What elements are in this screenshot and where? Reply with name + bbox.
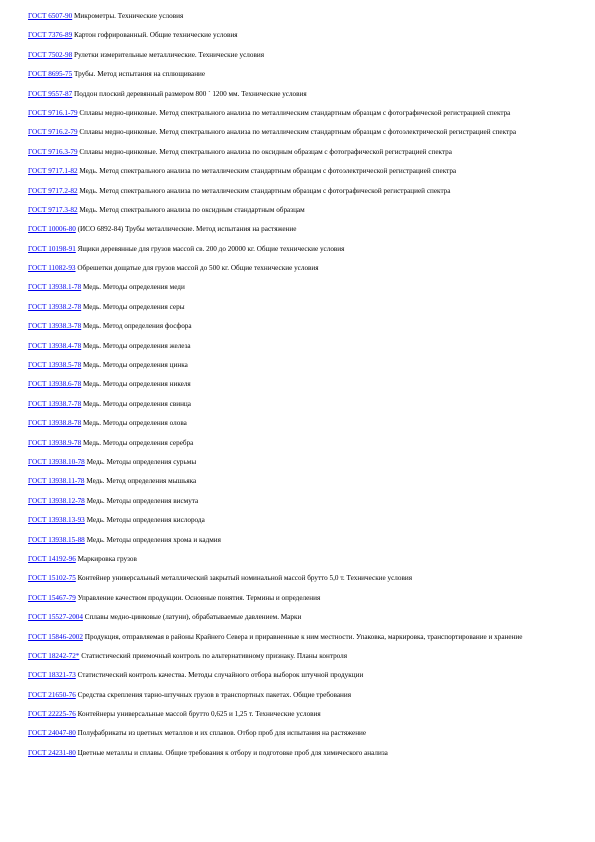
standard-entry — [28, 400, 563, 409]
standard-entry — [28, 574, 563, 583]
standard-code-link[interactable]: ГОСТ 8695-75 — [28, 70, 73, 79]
standard-code-link[interactable]: ГОСТ 14192-96 — [28, 554, 76, 563]
standard-code-link[interactable]: ГОСТ 13938.11-78 — [28, 477, 85, 486]
standard-code-link[interactable]: ГОСТ 9717.1-82 — [28, 167, 78, 176]
standard-entry — [28, 148, 563, 157]
standard-code-link[interactable]: ГОСТ 24231-80 — [28, 748, 76, 757]
standard-entry — [28, 12, 563, 21]
standard-code-link[interactable]: ГОСТ 13938.5-78 — [28, 361, 82, 370]
standard-title: Медь. Методы определения кислорода — [84, 516, 205, 525]
standard-entry — [28, 31, 563, 40]
standard-code-link[interactable]: ГОСТ 15102-75 — [28, 574, 76, 583]
standard-entry — [28, 652, 563, 661]
standard-entry — [28, 167, 563, 176]
standard-code-link[interactable]: ГОСТ 13938.15-88 — [28, 535, 85, 544]
standard-code-link[interactable]: ГОСТ 13938.1-78 — [28, 283, 82, 292]
standard-title: Трубы. Метод испытания на сплющивание — [72, 70, 206, 79]
standard-entry — [28, 729, 563, 738]
standard-title: Медь. Методы определения цинка — [81, 361, 188, 370]
standard-title: Сплавы медно-цинковые (латуни), обрабатываемые давлением. Марки — [82, 613, 302, 622]
standard-code-link[interactable]: ГОСТ 9716.1-79 — [28, 108, 78, 117]
standard-entry — [28, 516, 563, 525]
standard-code-link[interactable]: ГОСТ 15467-79 — [28, 593, 76, 602]
standard-entry — [28, 90, 563, 99]
standard-title: Медь. Метод спектрального анализа по металлическим стандартным образцам с фотографической регистрацией спектра — [77, 186, 451, 195]
standard-title: Медь. Метод спектрального анализа по оксидным стандартным образцам — [77, 205, 305, 214]
standard-code-link[interactable]: ГОСТ 13938.12-78 — [28, 496, 85, 505]
standard-code-link[interactable]: ГОСТ 9716.3-79 — [28, 147, 78, 156]
standard-title: Сплавы медно-цинковые. Метод спектрального анализа по оксидным образцам с фотографической регистрацией спектра — [77, 147, 452, 156]
standard-title: Сплавы медно-цинковые. Метод спектрального анализа по металлическим стандартным образцам с фотографической регистрацией спектра — [77, 108, 511, 117]
standard-title: Контейнеры универсальные массой брутто 0,625 и 1,25 т. Технические условия — [75, 710, 321, 719]
standard-entry — [28, 439, 563, 448]
standard-code-link[interactable]: ГОСТ 18321-73 — [28, 671, 76, 680]
standard-entry — [28, 342, 563, 351]
standard-code-link[interactable]: ГОСТ 15846-2002 — [28, 632, 83, 641]
standard-code-link[interactable]: ГОСТ 9717.2-82 — [28, 186, 78, 195]
standard-code-link[interactable]: ГОСТ 6507-90 — [28, 12, 73, 20]
standard-code-link[interactable]: ГОСТ 13938.6-78 — [28, 380, 82, 389]
standard-entry — [28, 245, 563, 254]
standard-title: Средства скрепления тарно-штучных грузов в транспортных пакетах. Общие требования — [75, 690, 352, 699]
standard-title: Медь. Метод определения мышьяка — [84, 477, 197, 486]
standard-entry — [28, 303, 563, 312]
standard-title: Цветные металлы и сплавы. Общие требования к отбору и подготовке проб для химического анализа — [75, 748, 388, 757]
standard-title: Картон гофрированный. Общие технические условия — [72, 31, 238, 40]
standard-entry — [28, 691, 563, 700]
standard-entry — [28, 70, 563, 79]
standard-code-link[interactable]: ГОСТ 7502-98 — [28, 50, 73, 59]
standard-title: Медь. Методы определения никеля — [81, 380, 191, 389]
standard-code-link[interactable]: ГОСТ 21650-76 — [28, 690, 76, 699]
standard-title: Статистический контроль качества. Методы случайного отбора выборок штучной продукции — [75, 671, 364, 680]
standard-title: Рулетки измерительные металлические. Технические условия — [72, 50, 264, 59]
standard-title: Контейнер универсальный металлический закрытый номинальной массой брутто 5,0 т. Технические условия — [75, 574, 413, 583]
standard-title: Обрешетки дощатые для грузов массой до 500 кг. Общие технические условия — [75, 264, 319, 273]
standard-code-link[interactable]: ГОСТ 9716.2-79 — [28, 128, 78, 137]
standard-entry — [28, 419, 563, 428]
standard-code-link[interactable]: ГОСТ 13938.10-78 — [28, 457, 85, 466]
standard-title: Микрометры. Технические условия — [72, 12, 184, 20]
standard-entry — [28, 477, 563, 486]
standard-entry — [28, 458, 563, 467]
standard-title: Медь. Методы определения сурьмы — [84, 457, 197, 466]
standard-entry — [28, 187, 563, 196]
standard-entry — [28, 749, 563, 758]
standard-entry — [28, 497, 563, 506]
standard-title: Медь. Методы определения олова — [81, 419, 187, 428]
standard-entry — [28, 225, 563, 234]
standard-code-link[interactable]: ГОСТ 13938.9-78 — [28, 438, 82, 447]
standard-title: Медь. Методы определения железа — [81, 341, 191, 350]
standard-title: Маркировка грузов — [75, 554, 137, 563]
standard-title: Полуфабрикаты из цветных металлов и их сплавов. Отбор проб для испытания на растяжение — [75, 729, 367, 738]
standard-title: Поддон плоский деревянный размером 800 ´ 1200 мм. Технические условия — [72, 89, 307, 98]
standard-code-link[interactable]: ГОСТ 9557-87 — [28, 89, 73, 98]
standard-code-link[interactable]: ГОСТ 13938.8-78 — [28, 419, 82, 428]
standard-entry — [28, 109, 563, 118]
standard-code-link[interactable]: ГОСТ 24047-80 — [28, 729, 76, 738]
standard-entry — [28, 613, 563, 622]
standard-title: Медь. Методы определения висмута — [84, 496, 199, 505]
standard-code-link[interactable]: ГОСТ 11082-93 — [28, 264, 76, 273]
standard-title: Сплавы медно-цинковые. Метод спектрального анализа по металлическим стандартным образцам с фотоэлектрической регистрацией спектра — [77, 128, 517, 137]
standard-entry — [28, 633, 563, 642]
standard-code-link[interactable]: ГОСТ 9717.3-82 — [28, 205, 78, 214]
standard-entry — [28, 555, 563, 564]
standard-title: (ИСО 6892-84) Трубы металлические. Метод испытания на растяжение — [75, 225, 297, 234]
standard-title: Управление качеством продукции. Основные понятия. Термины и определения — [75, 593, 321, 602]
standard-code-link[interactable]: ГОСТ 13938.13-93 — [28, 516, 85, 525]
standard-code-link[interactable]: ГОСТ 10198-91 — [28, 244, 76, 253]
standard-code-link[interactable]: ГОСТ 13938.3-78 — [28, 322, 82, 331]
standard-title: Медь. Методы определения меди — [81, 283, 185, 292]
standard-title: Медь. Метод определения фосфора — [81, 322, 192, 331]
standard-entry — [28, 206, 563, 215]
standard-entry — [28, 128, 563, 137]
standard-entry — [28, 361, 563, 370]
standard-code-link[interactable]: ГОСТ 22225-76 — [28, 710, 76, 719]
standard-title: Медь. Методы определения серы — [81, 302, 185, 311]
standard-code-link[interactable]: ГОСТ 10006-80 — [28, 225, 76, 234]
standards-list — [28, 12, 563, 768]
standard-code-link[interactable]: ГОСТ 15527-2004 — [28, 613, 83, 622]
standard-entry — [28, 710, 563, 719]
standard-title: Медь. Методы определения свинца — [81, 399, 191, 408]
standard-code-link[interactable]: ГОСТ 13938.4-78 — [28, 341, 82, 350]
standard-entry — [28, 264, 563, 273]
standard-entry — [28, 322, 563, 331]
standard-entry — [28, 671, 563, 680]
standard-title: Медь. Метод спектрального анализа по металлическим стандартным образцам с фотоэлектрической регистрацией спектра — [77, 167, 457, 176]
standard-entry — [28, 536, 563, 545]
standard-title: Медь. Методы определения хрома и кадмия — [84, 535, 221, 544]
standard-entry — [28, 380, 563, 389]
standard-code-link[interactable]: ГОСТ 7376-89 — [28, 31, 73, 40]
standard-entry — [28, 51, 563, 60]
standard-title: Статистический приемочный контроль по альтернативному признаку. Планы контроля — [79, 651, 348, 660]
standard-title: Ящики деревянные для грузов массой св. 200 до 20000 кг. Общие технические условия — [75, 244, 345, 253]
standard-title: Медь. Методы определения серебра — [81, 438, 194, 447]
standard-code-link[interactable]: ГОСТ 13938.2-78 — [28, 302, 82, 311]
standard-code-link[interactable]: ГОСТ 18242-72* — [28, 651, 80, 660]
standard-title: Продукция, отправляемая в районы Крайнего Севера и приравненные к ним местности. Упаковка, маркировка, транспортирование и хранение — [82, 632, 523, 641]
standard-code-link[interactable]: ГОСТ 13938.7-78 — [28, 399, 82, 408]
standard-entry — [28, 283, 563, 292]
standard-entry — [28, 594, 563, 603]
